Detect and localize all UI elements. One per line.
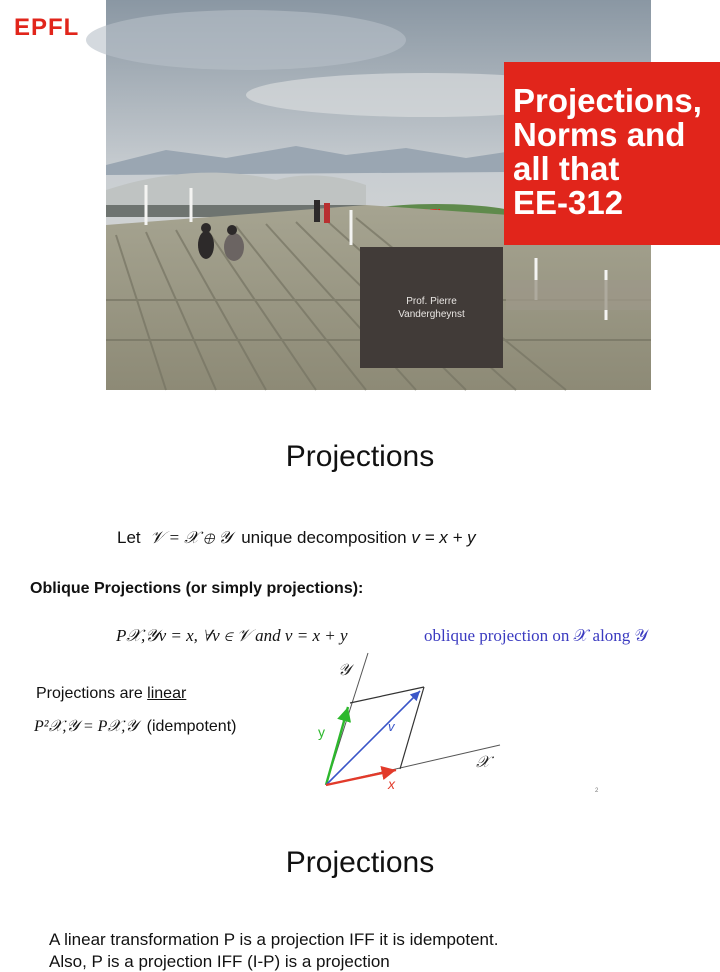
let-statement: [117, 528, 476, 548]
idempotent-statement: [34, 718, 236, 736]
projections-slide: [0, 400, 720, 810]
linear-word: linear: [147, 685, 187, 702]
title-slide: [0, 0, 720, 400]
y-subspace-label: 𝒴: [338, 662, 351, 679]
title-line-4: EE-312: [513, 184, 624, 221]
let-decomposition: v = x + y: [411, 528, 476, 547]
idempotent-formula: P²𝒳,𝒴 = P𝒳,𝒴: [34, 718, 138, 735]
y-vector-label: y: [318, 724, 325, 740]
linear-statement: [36, 685, 186, 703]
v-vector-label: v: [388, 719, 395, 734]
projections-definition-slide: [0, 810, 720, 971]
author-line-2: Vandergheynst: [398, 308, 465, 320]
parallelogram-top: [350, 687, 424, 703]
projection-formula: P𝒳,𝒴v = x, ∀v ∈ 𝒱 and v = x + y: [116, 626, 348, 645]
title-line-1: Projections,: [513, 82, 702, 119]
title-line-2: Norms and: [513, 116, 686, 153]
oblique-heading: Oblique Projections (or simply projections):: [30, 580, 364, 597]
x-vector: [326, 770, 396, 785]
title-box: [504, 62, 720, 245]
author-line-1: Prof. Pierre: [406, 295, 457, 307]
definition-idempotent: A linear transformation P is a projection IFF it is idempotent.: [49, 930, 499, 949]
x-subspace-label: 𝒳: [476, 754, 490, 771]
x-vector-label: x: [388, 776, 395, 792]
slide-title: Projections: [285, 440, 435, 473]
page-number: 2: [595, 788, 599, 794]
projection-note: oblique projection on 𝒳 along 𝒴: [424, 626, 648, 645]
projection-diagram: [300, 645, 520, 795]
title-line-3: all that: [513, 150, 620, 187]
epfl-logo: EPFL: [14, 14, 80, 41]
let-suffix: unique decomposition: [241, 528, 407, 547]
let-formula: 𝒱 = 𝒳 ⊕ 𝒴: [150, 528, 232, 547]
let-prefix: Let: [117, 528, 141, 547]
idempotent-label: (idempotent): [146, 718, 237, 735]
slide-title: Projections: [285, 846, 435, 879]
linear-prefix: Projections are: [36, 685, 148, 702]
author-box: [360, 247, 503, 368]
definition-complement: Also, P is a projection IFF (I-P) is a projection: [49, 952, 390, 971]
